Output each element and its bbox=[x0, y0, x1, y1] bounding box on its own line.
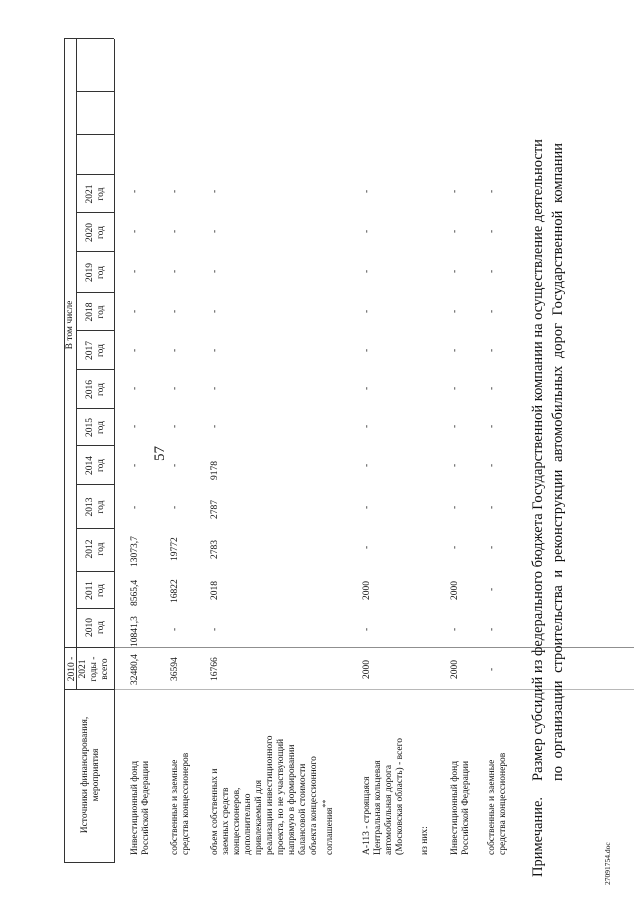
table-cell: - bbox=[210, 386, 220, 390]
table-cell: 13073,7 bbox=[130, 536, 140, 567]
table-cell: - bbox=[130, 229, 140, 233]
table-cell: - bbox=[362, 309, 372, 313]
table-cell: - bbox=[362, 348, 372, 352]
table-cell: - bbox=[487, 386, 497, 390]
note-line-2: по организации строительства и реконструкции автомобильных дорог Государственной компании bbox=[550, 143, 566, 781]
table-cell: - bbox=[450, 269, 460, 273]
note-line-1: Размер субсидий из федерального бюджета Государственной компании на осуществление деятельности bbox=[530, 139, 546, 781]
page-number: 57 bbox=[152, 446, 168, 461]
table-cell: - bbox=[450, 463, 460, 467]
table-cell: - bbox=[130, 189, 140, 193]
table-cell: - bbox=[170, 463, 180, 467]
table-cell: 10841,3 bbox=[130, 616, 140, 647]
header-year-2014: 2014 год bbox=[85, 456, 106, 475]
table-cell-total: 32480,4 bbox=[130, 654, 140, 685]
header-year-2016: 2016 год bbox=[85, 380, 106, 399]
table-cell: - bbox=[210, 229, 220, 233]
table-cell: 2018 bbox=[210, 581, 220, 600]
table-cell: - bbox=[450, 309, 460, 313]
header-year-2012: 2012 год bbox=[85, 539, 106, 559]
table-cell: - bbox=[210, 627, 220, 631]
header-year-2018: 2018 год bbox=[85, 302, 106, 322]
table-cell: - bbox=[362, 386, 372, 390]
table-cell: - bbox=[487, 627, 497, 631]
table-cell: - bbox=[487, 229, 497, 233]
table-cell: 2787 bbox=[210, 500, 220, 519]
table-cell: - bbox=[130, 348, 140, 352]
table-cell: - bbox=[450, 505, 460, 509]
table-cell: - bbox=[362, 424, 372, 428]
table-cell: - bbox=[210, 269, 220, 273]
table-cell: - bbox=[362, 505, 372, 509]
table-cell: - bbox=[210, 189, 220, 193]
header-year-2017: 2017 год bbox=[85, 341, 106, 360]
table-cell: 9178 bbox=[210, 461, 220, 480]
table-cell: - bbox=[130, 309, 140, 313]
table-cell: - bbox=[487, 424, 497, 428]
table-cell-total: 2000 bbox=[450, 660, 460, 679]
note-label: Примечание. bbox=[530, 796, 546, 877]
table-cell: 19772 bbox=[170, 537, 180, 561]
table-cell: - bbox=[487, 309, 497, 313]
table-cell: - bbox=[362, 189, 372, 193]
table-cell: - bbox=[170, 229, 180, 233]
table-cell: 16822 bbox=[170, 579, 180, 603]
table-cell: - bbox=[130, 505, 140, 509]
header-source: Источники финансирования, мероприятия bbox=[80, 716, 101, 834]
table-cell: - bbox=[450, 229, 460, 233]
table-cell: - bbox=[170, 505, 180, 509]
header-year-2015: 2015 год bbox=[85, 418, 106, 437]
table-row-source: объем собственных и заемных средств концессионеров, дополнительно привлекаемый для реализации инвестиционного проекта, но не участвующий напрямую в формировании балансовой стоимости объекта концессионного соглашения** bbox=[210, 735, 336, 855]
table-row-source: собственные и заемные средства концессионеров bbox=[487, 752, 508, 855]
header-year-2020: 2020 год bbox=[85, 223, 106, 242]
note-paragraph bbox=[528, 139, 568, 877]
table-cell: - bbox=[487, 545, 497, 549]
table-row-source: Инвестиционный фонд Российской Федерации bbox=[450, 760, 471, 855]
table-cell: - bbox=[130, 424, 140, 428]
table-cell: 8565,4 bbox=[130, 579, 140, 606]
table-cell: - bbox=[170, 269, 180, 273]
table-cell: - bbox=[487, 463, 497, 467]
table-cell: - bbox=[362, 269, 372, 273]
table-cell: - bbox=[170, 189, 180, 193]
document-id: 27091754.doc bbox=[603, 842, 612, 885]
table-cell: - bbox=[170, 627, 180, 631]
table-cell: - bbox=[362, 545, 372, 549]
header-year-2013: 2013 год bbox=[85, 497, 106, 517]
table-row-source: собственные и заемные средства концессионеров bbox=[170, 752, 191, 855]
table-cell: - bbox=[487, 587, 497, 591]
table-cell: - bbox=[487, 189, 497, 193]
table-cell: - bbox=[210, 348, 220, 352]
table-cell: - bbox=[130, 269, 140, 273]
header-year-2011: 2011 год bbox=[85, 581, 106, 600]
table-cell: - bbox=[210, 424, 220, 428]
table-cell: - bbox=[450, 189, 460, 193]
table-row-source: из них: bbox=[420, 826, 430, 855]
table-cell: - bbox=[362, 463, 372, 467]
table-cell-total: 36594 bbox=[170, 657, 180, 681]
table-cell: - bbox=[130, 386, 140, 390]
footnote-mark: ** bbox=[321, 799, 330, 808]
table-cell: - bbox=[450, 348, 460, 352]
table-cell: - bbox=[210, 309, 220, 313]
table-cell: - bbox=[362, 627, 372, 631]
table-cell-total: 16766 bbox=[210, 657, 220, 681]
header-year-2019: 2019 год bbox=[85, 263, 106, 282]
table-cell: 2783 bbox=[210, 540, 220, 559]
table-row-source: Инвестиционный фонд Российской Федерации bbox=[130, 760, 151, 855]
table-cell: 2000 bbox=[450, 581, 460, 600]
table-cell: - bbox=[450, 545, 460, 549]
header-in-that: В том числе bbox=[65, 300, 75, 350]
table-cell-total: 2000 bbox=[362, 660, 372, 679]
table-cell: - bbox=[450, 386, 460, 390]
table-cell: - bbox=[130, 463, 140, 467]
table-cell-total: - bbox=[487, 667, 497, 671]
table-cell: 2000 bbox=[362, 581, 372, 600]
table-cell: - bbox=[362, 229, 372, 233]
table-cell: - bbox=[450, 424, 460, 428]
table-cell: - bbox=[487, 505, 497, 509]
table-cell: - bbox=[170, 386, 180, 390]
header-year-2021: 2021 год bbox=[85, 184, 106, 204]
header-total: 2010 - 2021 годы - всего bbox=[67, 656, 110, 682]
header-year-2010: 2010 год bbox=[85, 618, 106, 637]
table-cell: - bbox=[450, 627, 460, 631]
table-cell: - bbox=[487, 269, 497, 273]
table-cell: - bbox=[170, 309, 180, 313]
table-cell: - bbox=[170, 424, 180, 428]
table-row-source: А-113 - строящаяся Центральная кольцевая автомобильная дорога (Московская область) - всего bbox=[362, 737, 405, 855]
table-cell: - bbox=[170, 348, 180, 352]
table-cell: - bbox=[487, 348, 497, 352]
